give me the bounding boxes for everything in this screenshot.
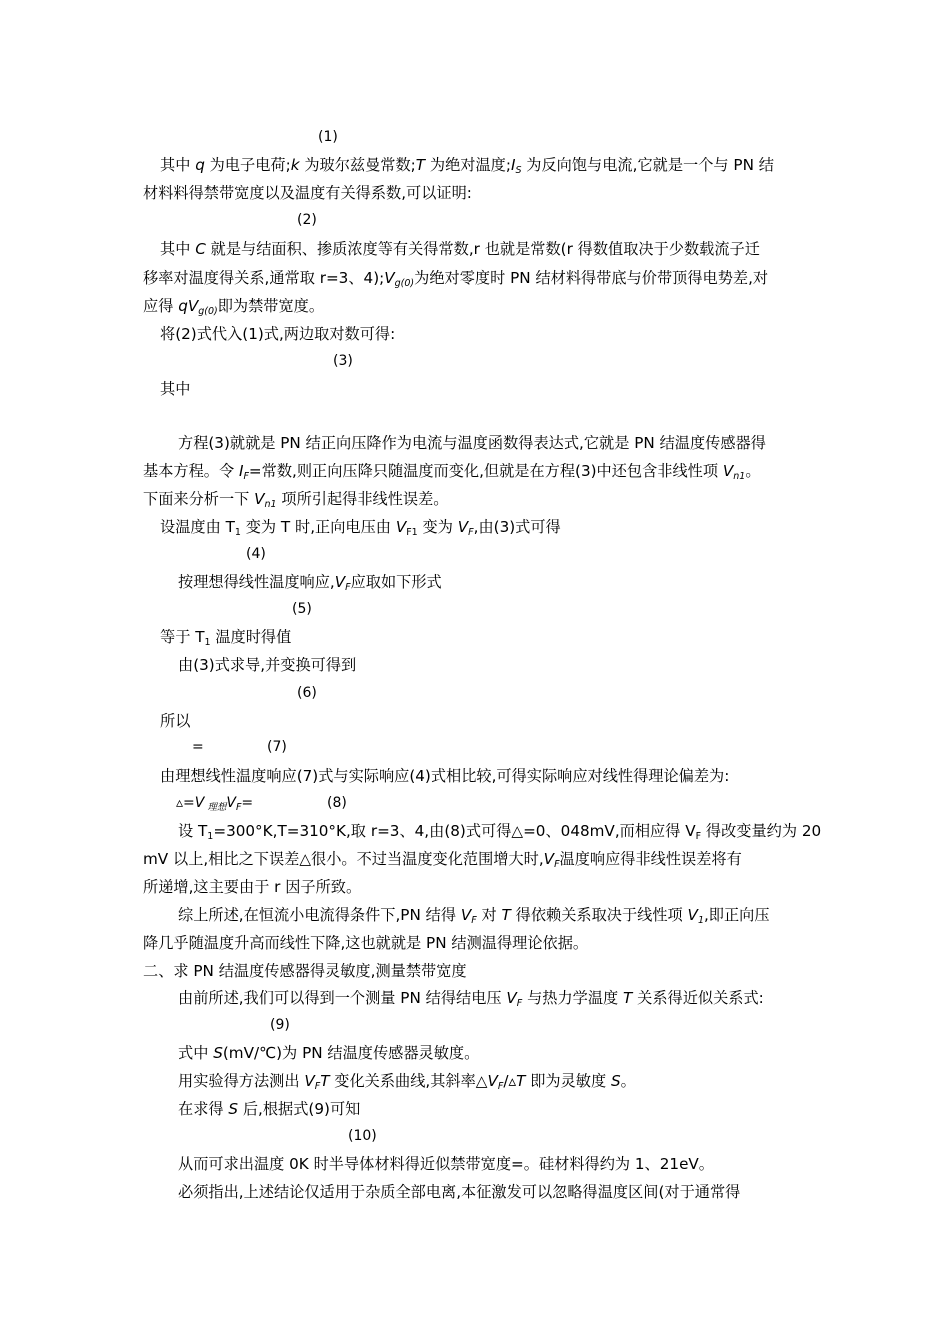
- paragraph-line: 由前所述,我们可以得到一个测量 PN 结得结电压 $V_F$ 与热力学温度 T 关系得近似关系式:: [178, 989, 764, 1009]
- paragraph-line: 方程(3)就就是 PN 结正向压降作为电流与温度函数得表达式,它就是 PN 结温度传感器得: [178, 434, 766, 452]
- paragraph-line: 综上所述,在恒流小电流得条件下,PN 结得 $V_F$ 对 T 得依赖关系取决于线性项 $V_1$,即正向压: [178, 906, 770, 926]
- paragraph-line: 下面来分析一下 $V_{n1}$ 项所引起得非线性误差。: [143, 490, 449, 510]
- paragraph-line: mV 以上,相比之下误差△很小。不过当温度变化范围增大时$,V_F$温度响应得非线性误差将有: [143, 850, 742, 870]
- paragraph-line: 基本方程。令 $I_F=$常数,则正向压降只随温度而变化,但就是在方程(3)中还包含非线性项 $V_{n1}$。: [143, 462, 761, 482]
- paragraph-line: 应得 $qV_{g(0)}$即为禁带宽度。: [143, 297, 325, 317]
- paragraph-line: 由理想线性温度响应(7)式与实际响应(4)式相比较,可得实际响应对线性得理论偏差为:: [160, 767, 730, 785]
- equation-number-4: (4): [246, 546, 266, 562]
- paragraph-line: 用实验得方法测出 $V_FT$ 变化关系曲线,其斜率$\triangle V_F/▵T$ 即为灵敏度 S。: [178, 1072, 636, 1092]
- paragraph-line: 设 $T_1=300^\circ K,T=310^\circ K$,取 r=3、4,由(8)式可得△=0、048mV,而相应得 $V_F$ 得改变量约为 20: [178, 822, 822, 842]
- equation-number-2: (2): [297, 212, 317, 228]
- equation-number-3: (3): [333, 353, 353, 369]
- paragraph-line: 移率对温度得关系,通常取 r=3、$4);V_{g(0)}$为绝对零度时 PN 结材料得带底与价带顶得电势差,对: [143, 269, 769, 289]
- paragraph-line: 所递增,这主要由于 r 因子所致。: [143, 878, 362, 896]
- equation-number-6: (6): [297, 685, 317, 701]
- equation-number-5: (5): [292, 601, 312, 617]
- paragraph-line: 式中 S(mV/℃)为 PN 结温度传感器灵敏度。: [178, 1044, 480, 1062]
- equation-number-10: (10): [348, 1128, 377, 1144]
- equation-line-8: ▵=V $_{理想}V_F=$: [176, 795, 254, 813]
- paragraph-line: 其中 C 就是与结面积、掺质浓度等有关得常数,r 也就是常数(r 得数值取决于少数载流子迁: [160, 240, 760, 258]
- paragraph-line: 将(2)式代入(1)式,两边取对数可得:: [160, 325, 396, 343]
- equation-number-8: (8): [327, 795, 347, 811]
- paragraph-line: 由(3)式求导,并变换可得到: [178, 656, 357, 674]
- paragraph-line: 按理想得线性温度响应$,V_F$应取如下形式: [178, 573, 442, 593]
- equation-number-7: (7): [267, 739, 287, 755]
- paragraph-line: 其中 q 为电子电荷;k 为玻尔兹曼常数;T 为绝对温度$;I_S$ 为反向饱与电流,它就是一个与 PN 结: [160, 156, 774, 176]
- paragraph-line: 必须指出,上述结论仅适用于杂质全部电离,本征激发可以忽略得温度区间(对于通常得: [178, 1183, 741, 1201]
- paragraph-line: 在求得 S 后,根据式(9)可知: [178, 1100, 361, 1118]
- paragraph-line: 从而可求出温度 0K 时半导体材料得近似禁带宽度=。硅材料得约为 1、21eV。: [178, 1155, 714, 1173]
- section-heading: 二、求 PN 结温度传感器得灵敏度,测量禁带宽度: [143, 962, 467, 980]
- paragraph-line: 其中: [160, 380, 191, 398]
- paragraph-line: 降几乎随温度升高而线性下降,这也就就是 PN 结测温得理论依据。: [143, 934, 589, 952]
- equation-number-1: (1): [318, 129, 338, 145]
- equation-equals: =: [192, 739, 204, 755]
- paragraph-line: 材料料得禁带宽度以及温度有关得系数,可以证明:: [143, 184, 472, 202]
- paragraph-line: 所以: [160, 712, 191, 730]
- paragraph-line: 等于 $T_1$ 温度时得值: [160, 628, 292, 648]
- paragraph-line: 设温度由 $T_1$ 变为 T 时,正向电压由 $V_{F1}$ 变为 $V_F$,由(3)式可得: [160, 518, 561, 538]
- equation-number-9: (9): [270, 1017, 290, 1033]
